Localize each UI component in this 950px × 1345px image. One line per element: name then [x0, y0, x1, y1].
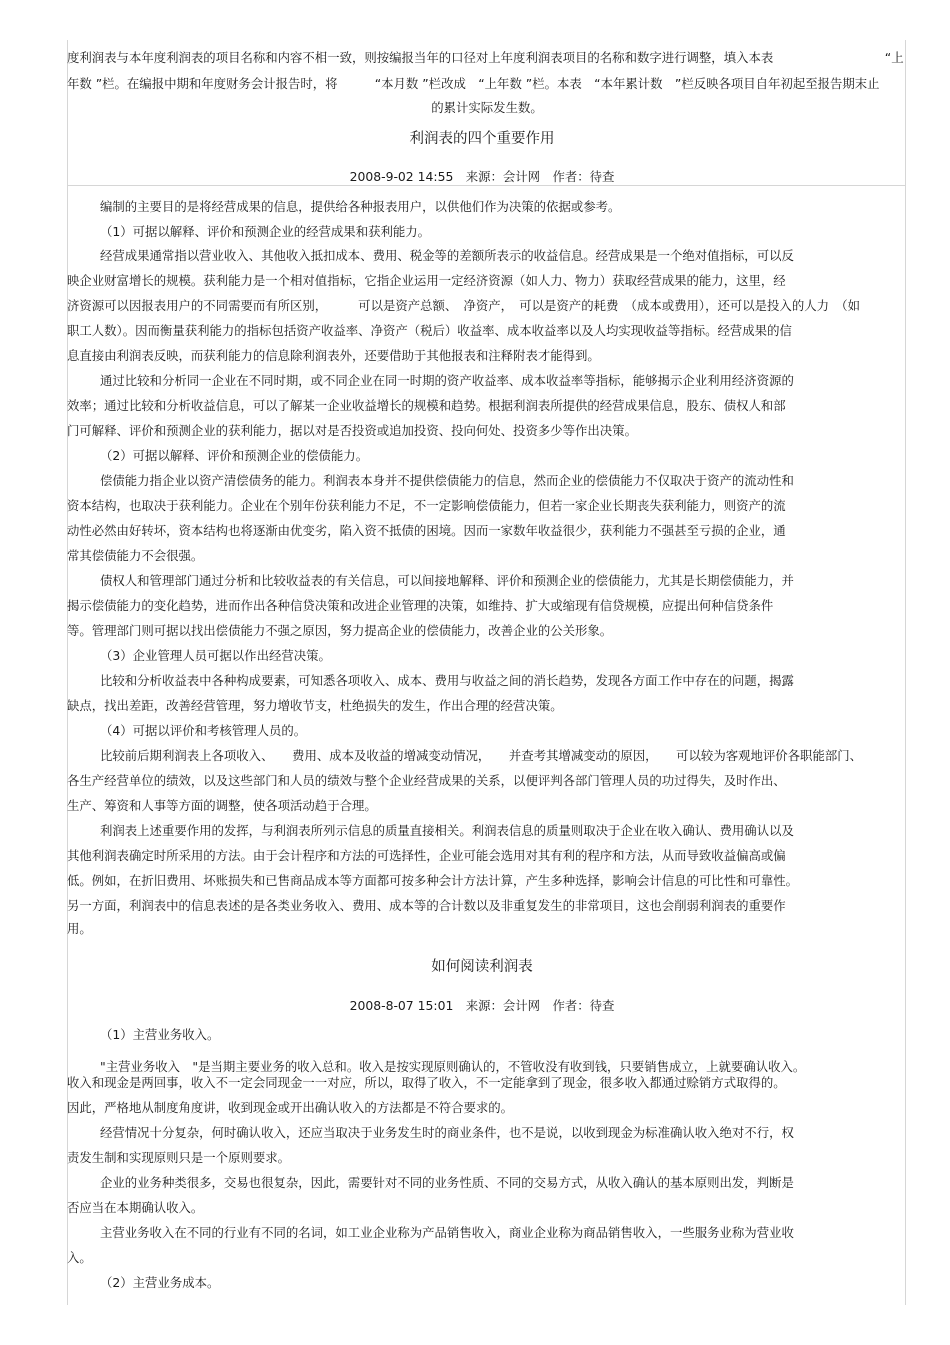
a1-p6-l0: 债权人和管理部门通过分析和比较收益表的有关信息，可以间接地解释、评价和预测企业的偿债能力，尤其是长期偿债能力，并	[100, 573, 794, 588]
a1-p8-l0: 比较和分析收益表中各种构成要素，可知悉各项收入、成本、费用与收益之间的消长趋势，发现各方面工作中存在的问题，揭露	[100, 673, 794, 688]
a1-p6-l1: 揭示偿债能力的变化趋势，进而作出各种信贷决策和改进企业管理的决策，如维持、扩大或缩现有信贷规模，应提出何种信贷条件	[67, 598, 774, 613]
a2-p4-l1: 入。	[67, 1250, 92, 1265]
a1-p1-l0: （1）可据以解释、评价和预测企业的经营成果和获利能力。	[100, 224, 431, 239]
a1-p10-l0: 比较前后期利润表上各项收入、 费用、成本及收益的增减变动情况， 并查考其增减变动的原因， 可以较为客观地评价各职能部门、	[100, 748, 863, 763]
a2-p1-l1: 收入和现金是两回事，收入不一定会同现金一一对应，所以，取得了收入，不一定能拿到了现金，很多收入都通过赊销方式取得的。	[67, 1075, 786, 1090]
a1-p2-l3: 职工人数）。因而衡量获利能力的指标包括资产收益率、净资产（税后）收益率、成本收益率以及人均实现收益等指标。经营成果的信	[67, 323, 792, 338]
a1-p11-l3: 另一方面，利润表中的信息表述的是各类业务收入、费用、成本等的合计数以及非重复发生的非常项目，这也会削弱利润表的重要作	[67, 898, 786, 913]
a1-p7-l0: （3）企业管理人员可据以作出经营决策。	[100, 648, 331, 663]
a1-p5-l3: 常其偿债能力不会很强。	[67, 548, 204, 563]
a2-p3-l0: 企业的业务种类很多，交易也很复杂，因此，需要针对不同的业务性质、不同的交易方式，从收入确认的基本原则出发，判断是	[100, 1175, 794, 1190]
a1-p8-l1: 缺点，找出差距，改善经营管理，努力增收节支，杜绝损失的发生，作出合理的经营决策。	[67, 698, 563, 713]
a1-p11-l2: 低。例如，在折旧费用、坏账损失和已售商品成本等方面都可按多种会计方法计算，产生多种选择，影响会计信息的可比性和可靠性。	[67, 873, 799, 888]
a1-p2-l4: 息直接由利润表反映，而获利能力的信息除利润表外，还要借助于其他报表和注释附表才能得到。	[67, 348, 600, 363]
article2-title: 如何阅读利润表	[431, 959, 533, 975]
a1-p4-l0: （2）可据以解释、评价和预测企业的偿债能力。	[100, 448, 369, 463]
a1-p5-l0: 偿债能力指企业以资产清偿债务的能力。利润表本身并不提供偿债能力的信息，然而企业的偿债能力不仅取决于资产的流动性和	[100, 473, 794, 488]
a1-p2-l2: 济资源可以因报表用户的不同需要而有所区别， 可以是资产总额、 净资产， 可以是资产的耗费 （成本或费用），还可以是投入的人力 （如	[67, 298, 860, 313]
a1-p5-l1: 资本结构，也取决于获利能力。企业在个别年份获利能力不足，不一定影响偿债能力，但若一家企业长期丧失获利能力，则资产的流	[67, 498, 786, 513]
a1-p3-l0: 通过比较和分析同一企业在不同时期，或不同企业在同一时期的资产收益率、成本收益率等指标，能够揭示企业利用经济资源的	[100, 373, 794, 388]
a1-p6-l2: 等。管理部门则可据以找出偿债能力不强之原因，努力提高企业的偿债能力，改善企业的公关形象。	[67, 623, 613, 638]
a1-p5-l2: 动性必然由好转坏，资本结构也将逐渐由优变劣，陷入资不抵债的困境。因而一家数年收益很少，获利能力不强甚至亏损的企业，通	[67, 523, 786, 538]
article1-meta: 2008-9-02 14:55 来源：会计网 作者：待查	[349, 169, 615, 184]
a2-p5-l0: （2）主营业务成本。	[100, 1275, 220, 1290]
a1-p2-l1: 映企业财富增长的规模。获利能力是一个相对值指标，它指企业运用一定经济资源（如人力、物力）获取经营成果的能力，这里，经	[67, 273, 786, 288]
a2-p3-l1: 否应当在本期确认收入。	[67, 1200, 204, 1215]
intro-line-2: 年数 ”栏。在编报中期和年度财务会计报告时，将 “本月数 ”栏改成 “上年数 ”栏。本表 “本年累计数 ”栏反映各项目自年初起至报告期末止	[67, 76, 880, 91]
intro-line-3: 的累计实际发生数。	[431, 100, 543, 115]
intro-line-1: 度利润表与本年度利润表的项目名称和内容不相一致，则按编报当年的口径对上年度利润表项目的名称和数字进行调整，填入本表 “上	[67, 50, 904, 65]
a2-p2-l0: 经营情况十分复杂，何时确认收入，还应当取决于业务发生时的商业条件，也不是说，以收到现金为标准确认收入绝对不行，权	[100, 1125, 794, 1140]
a1-p3-l1: 效率；通过比较和分析收益信息，可以了解某一企业收益增长的规模和趋势。根据利润表所提供的经营成果信息，股东、债权人和部	[67, 398, 786, 413]
a2-p1-l0: "主营业务收入 "是当期主要业务的收入总和。收入是按实现原则确认的，不管收没有收到钱，只要销售成立，上就要确认收入。	[100, 1059, 806, 1074]
a2-p0-l0: （1）主营业务收入。	[100, 1027, 220, 1042]
article1-title: 利润表的四个重要作用	[409, 131, 555, 147]
a1-p3-l2: 门可解释、评价和预测企业的获利能力，据以对是否投资或追加投资、投向何处、投资多少等作出决策。	[67, 423, 637, 438]
a1-p2-l0: 经营成果通常指以营业收入、其他收入抵扣成本、费用、税金等的差额所表示的收益信息。经营成果是一个绝对值指标，可以反	[100, 248, 794, 263]
a2-p2-l1: 责发生制和实现原则只是一个原则要求。	[67, 1150, 291, 1165]
a1-p11-l1: 其他利润表确定时所采用的方法。由于会计程序和方法的可选择性，企业可能会选用对其有利的程序和方法，从而导致收益偏高或偏	[67, 848, 786, 863]
a1-p10-l2: 生产、筹资和人事等方面的调整，使各项活动趋于合理。	[67, 798, 377, 813]
a1-p10-l1: 各生产经营单位的绩效，以及这些部门和人员的绩效与整个企业经营成果的关系，以便评判各部门管理人员的功过得失，及时作出、	[67, 773, 786, 788]
a1-p9-l0: （4）可据以评价和考核管理人员的。	[100, 723, 307, 738]
a1-p11-l0: 利润表上述重要作用的发挥，与利润表所列示信息的质量直接相关。利润表信息的质量则取决于企业在收入确认、费用确认以及	[100, 823, 794, 838]
a2-p4-l0: 主营业务收入在不同的行业有不同的名词，如工业企业称为产品销售收入，商业企业称为商品销售收入，一些服务业称为营业收	[100, 1225, 794, 1240]
a1-p0-l0: 编制的主要目的是将经营成果的信息，提供给各种报表用户，以供他们作为决策的依据或参考。	[100, 199, 621, 214]
article2-meta: 2008-8-07 15:01 来源：会计网 作者：待查	[349, 998, 615, 1013]
a1-p11-l4: 用。	[67, 921, 92, 936]
a2-p1-l2: 因此，严格地从制度角度讲，收到现金或开出确认收入的方法都是不符合要求的。	[67, 1100, 514, 1115]
